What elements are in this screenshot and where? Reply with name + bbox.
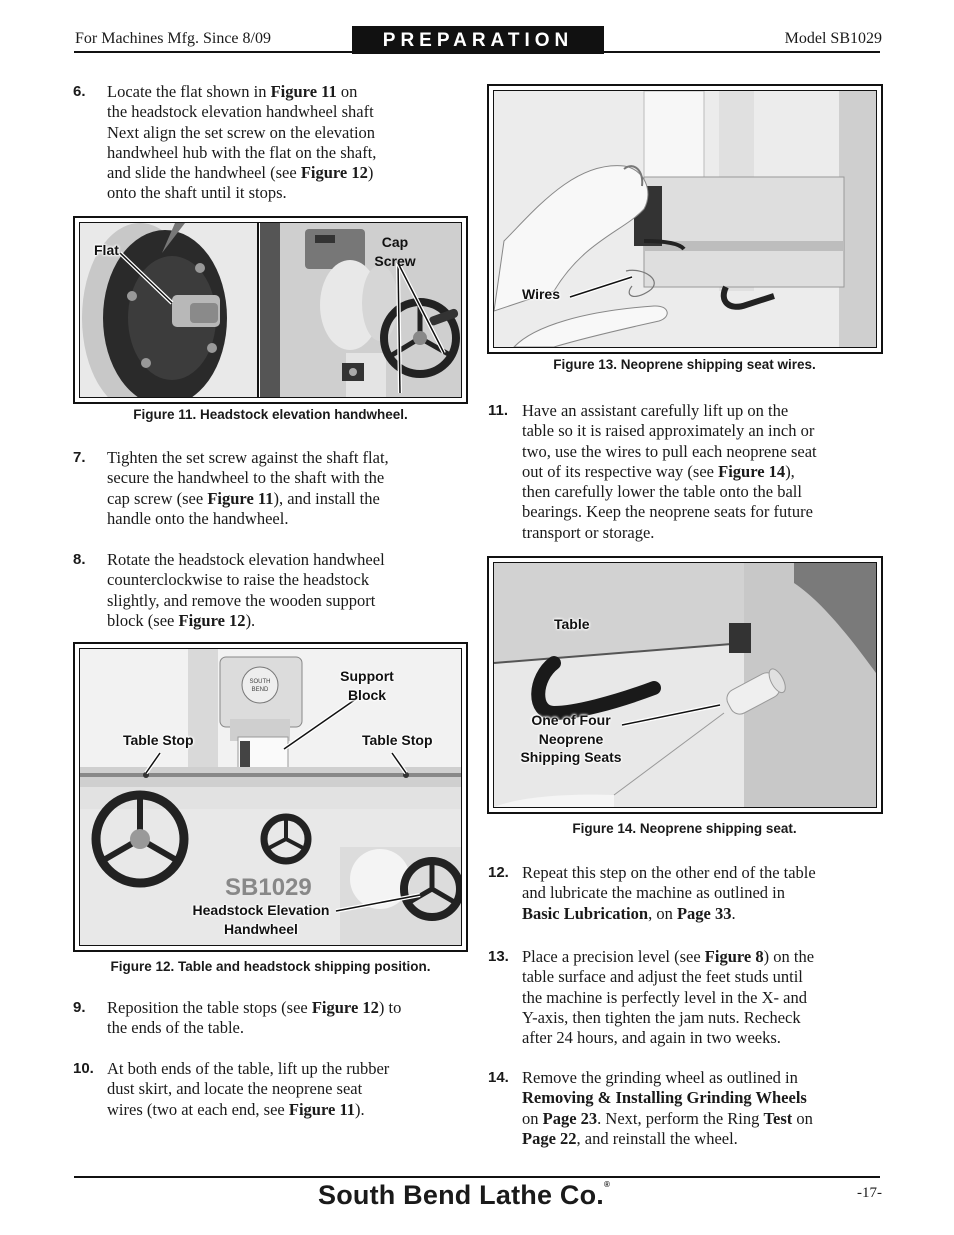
figure-13-illustration [494, 91, 876, 347]
figure-11 [73, 216, 468, 404]
badge-bend: BEND [251, 687, 269, 693]
figure-14-photo [493, 562, 877, 808]
header-machine-date: For Machines Mfg. Since 8/09 [75, 30, 271, 47]
figure-14-caption: Figure 14. Neoprene shipping seat. [572, 821, 797, 836]
step-number: 13. [488, 948, 509, 965]
step-number: 10. [73, 1060, 94, 1077]
figure-14-illustration [494, 563, 876, 807]
step-number: 12. [488, 864, 509, 881]
section-title: PREPARATION [352, 26, 604, 54]
step-number: 6. [73, 83, 86, 100]
label-support-block: Support Block [340, 668, 394, 703]
step-number: 7. [73, 449, 86, 466]
registered-mark: ® [603, 1180, 611, 1189]
figure-13 [487, 84, 883, 354]
step-number: 8. [73, 551, 86, 568]
step-text: Have an assistant carefully lift up on the table so it is raised approximately an inch or two, use the wires to pull each neoprene seat out of its respective way (see Figure 14), then carefully lower the table onto the ball bearings. Keep the neoprene seats for future transport or storage. [522, 401, 817, 542]
label-table-stop-right: Table Stop [362, 732, 433, 748]
step-text: Reposition the table stops (see Figure 12) to the ends of the table. [107, 998, 402, 1038]
figure-11-photo [79, 222, 462, 398]
figure-13-caption: Figure 13. Neoprene shipping seat wires. [553, 357, 816, 372]
page-number: -17- [857, 1185, 882, 1201]
label-wires: Wires [522, 286, 561, 302]
step-number: 14. [488, 1069, 509, 1086]
label-flat: Flat [94, 242, 119, 258]
figure-12 [73, 642, 468, 952]
machine-model-plate: SB1029 [225, 874, 312, 901]
label-neoprene-seats: One of Four Neoprene Shipping Seats [520, 712, 622, 765]
header-model: Model SB1029 [784, 30, 882, 47]
step-text: Remove the grinding wheel as outlined in Removing & Installing Grinding Wheels on Page 23. Next, perform the Ring Test on Page 22, and reinstall the wheel. [522, 1068, 813, 1148]
label-table: Table [554, 616, 590, 632]
brand-name: South Bend Lathe Co. [318, 1180, 604, 1210]
label-table-stop-left: Table Stop [123, 732, 194, 748]
step-text: Locate the flat shown in Figure 11 on the headstock elevation handwheel shaft Next align the set screw on the elevation handwheel hub with the flat on the shaft, and slide the handwheel (see Figure 12) onto the shaft until it stops. [107, 82, 377, 203]
step-number: 11. [488, 402, 509, 419]
badge-south: SOUTH [249, 679, 271, 685]
figure-12-photo [79, 648, 462, 946]
figure-12-caption: Figure 12. Table and headstock shipping position. [110, 959, 431, 974]
label-cap-screw: Cap Screw [374, 234, 416, 269]
figure-14 [487, 556, 883, 814]
step-text: Tighten the set screw against the shaft flat, secure the handwheel to the shaft with the cap screw (see Figure 11), and install the handle onto the handwheel. [107, 448, 389, 528]
step-text: Rotate the headstock elevation handwheel counterclockwise to raise the headstock slightly, and remove the wooden support block (see Figure 12). [107, 550, 385, 630]
footer-rule [74, 1176, 880, 1178]
step-number: 9. [73, 999, 86, 1016]
label-headstock-elevation-handwheel: Headstock Elevation Handwheel [192, 902, 330, 937]
figure-13-photo [493, 90, 877, 348]
footer-brand-logo [318, 1180, 638, 1211]
figure-11-caption: Figure 11. Headstock elevation handwheel. [133, 407, 408, 422]
step-text: Place a precision level (see Figure 8) on the table surface and adjust the feet studs until the machine is perfectly level in the X- and Y-axis, then tighten the jam nuts. Recheck after 24 hours, and again in two weeks. [522, 947, 815, 1048]
step-text: At both ends of the table, lift up the rubber dust skirt, and locate the neoprene seat wires (two at each end, see Figure 11). [107, 1059, 390, 1119]
step-text: Repeat this step on the other end of the table and lubricate the machine as outlined in Basic Lubrication, on Page 33. [522, 863, 816, 923]
